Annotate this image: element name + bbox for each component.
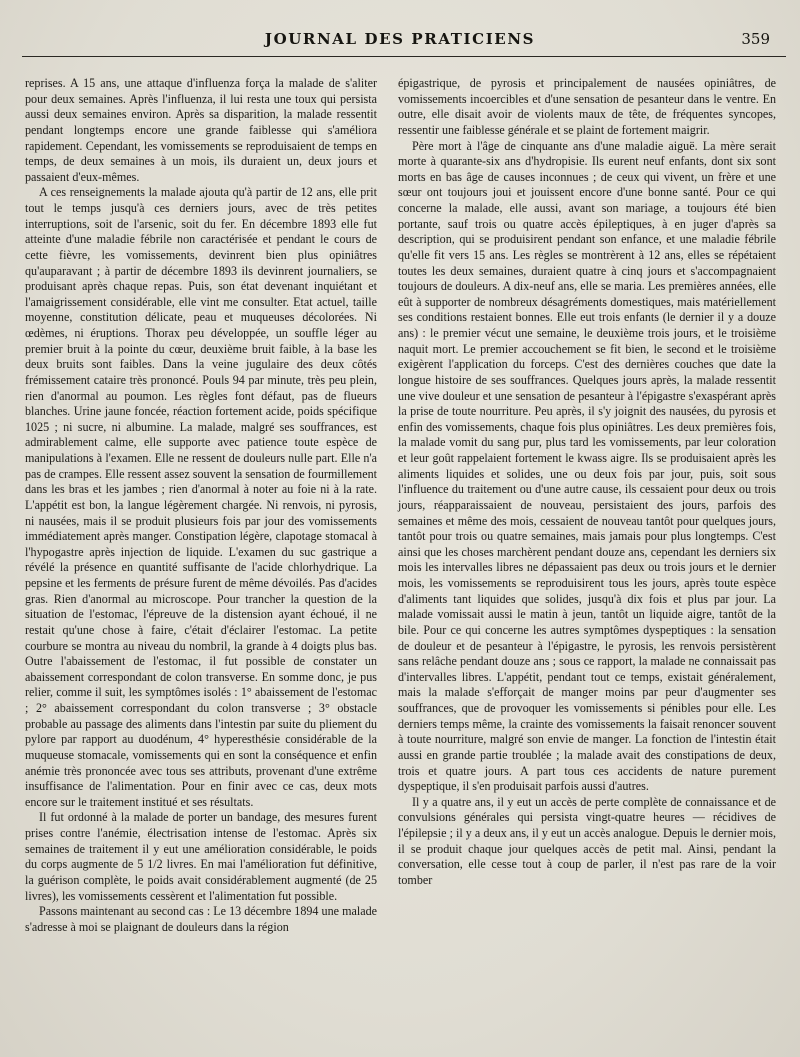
paragraph: Il y a quatre ans, il y eut un accès de perte complète de connaissance et de convulsions générales qui persista vingt-quatre heures — récidives de l'épilepsie ; il y a deux ans, il y eut un accès analogue. Depuis le dernier mois, il se produit chaque jour quelques accès de petit mal. Ainsi, pendant la conversation, elle cesse tout à coup de parler, il n'est pas rare de la voir tomber [398,794,776,887]
paragraph: reprises. A 15 ans, une attaque d'influenza força la malade de s'aliter pour deux semaines. Après l'influenza, il lui resta une toux qui persista aussi deux semaines environ. Après sa disparition, la malade ressentit pendant longtemps encore une grande faiblesse qui s'améliora rapidement. Cependant, les vomissements se reproduisaient de temps en temps, de deux semaines à un mois, ils duraient un, deux jours et passaient d'eux-mêmes. [25,76,377,184]
header-rule [22,56,786,57]
paragraph: épigastrique, de pyrosis et principalement de nausées opiniâtres, de vomissements incoercibles et d'une sensation de pesanteur dans le ventre. En outre, elle disait avoir de violents maux de tête, de fréquentes syncopes, ressentir une faiblesse générale et se plaint de fortement maigrir. [398,76,776,137]
left-column [25,76,377,935]
page-number: 359 [741,30,770,48]
journal-title: JOURNAL DES PRATICIENS [264,30,536,48]
paragraph: Père mort à l'âge de cinquante ans d'une maladie aiguë. La mère serait morte à quarante-six ans d'hydropisie. Ils eurent neuf enfants, dont six sont morts en bas âge de causes inconnues ; de ceux qui vivent, un frère et une sœur ont toujours joui et jouissent encore d'une bonne santé. Pour ce qui concerne la malade, elle aussi, avant son mariage, a toujours été bien portante, sauf trois ou quatre accès épileptiques, à en juger d'après sa description, qui se produisirent pendant son enfance, et une maladie fébrile qu'elle fit vers 15 ans. Les règles se montrèrent à 12 ans, elles se répétaient toutes les deux semaines, duraient quatre à cinq jours et s'accompagnaient toujours de douleurs. A dix-neuf ans, elle se maria. Les premières années, elle eût à supporter de nombreux désagréments domestiques, mais matériellement ses conditions restaient bonnes. Elle eut trois enfants (le dernier il y a douze ans) : le premier vécut une semaine, le deuxième trois jours, et le troisième naquit mort. Le premier accouchement se fit bien, le second et le troisième exigèrent l'application du forceps. C'est des dernières couches que date la longue histoire de ses souffrances. Quelques jours après, la malade ressentit une vive douleur et une sensation de pesanteur à l'épigastre s'exaspérant après la prise de toute nourriture. Peu après, il s'y joignit des nausées, du pyrosis et enfin des vomissements, chaque fois plus opiniâtres. Les deux premières fois, la malade vomit du sang pur, plus tard les vomissements, par leur coloration et leur goût rappelaient fortement le kwass aigre. Ils se produisaient après les aliments liquides et solides, une ou deux fois par jour, puis, soit sous l'influence du traitement ou d'une autre cause, ils cessaient pour deux ou trois jours, réapparaissaient de nouveau, persistaient des jours, parfois des semaines et même des mois, cessaient de nouveau tantôt pour quelques jours, tantôt pour trois ou quatre semaines, mais jamais pour plus longtemps. C'est ainsi que les choses marchèrent pendant douze ans, cependant les derniers six mois les intervalles libres ne dépassaient pas deux ou trois jours et le dernier mois, les vomissements se reproduisirent tous les jours, après toute espèce d'aliments tant liquides que solides, jusqu'à dix fois et plus par jour. La malade vomissait aussi le matin à jeun, tantôt un liquide aigre, tantôt de la bile. Pour ce qui concerne les autres symptômes dyspeptiques : la sensation de douleur et de pesanteur à l'épigastre, le pyrosis, les renvois persistèrent sans relâche pendant douze ans ; sous ce rapport, la malade ne connaissait pas d'intervalles libres. L'appétit, pendant tout ce temps, existait généralement, mais la malade s'efforçait de manger moins par peur d'augmenter ses souffrances, que de provoquer les vomissements si pénibles pour elle. Les derniers temps même, la crainte des vomissements la faisait renoncer souvent à toute nourriture, malgré son envie de manger. La fonction de l'intestin était aussi en grande partie troublée ; la malade avait des constipations de deux, trois et quatre jours. A part tous ces accidents de nature purement dyspeptique, il s'en produisait parfois aussi d'autres. [398,138,776,794]
paragraph: Passons maintenant au second cas : Le 13 décembre 1894 une malade s'adresse à moi se plaignant de douleurs dans la région [25,904,377,934]
right-column [398,76,776,889]
running-head [22,30,778,52]
paragraph: A ces renseignements la malade ajouta qu'à partir de 12 ans, elle prit tout le temps jusqu'à ces derniers jours, avec de très petites interruptions, soit de l'arsenic, soit du fer. En décembre 1893 elle fut atteinte d'une maladie fébrile non caractérisée et pendant le cours de cette fièvre, les vomissements, devinrent bien plus opiniâtres qu'auparavant ; à partir de décembre 1893 ils devinrent journaliers, se produisant après chaque repas. Puis, son état devenant inquiétant et l'amaigrissement considérable, elle vint me consulter. Etat actuel, taille moyenne, constitution délicate, peau et muqueuses décolorées. Ni œdèmes, ni éruptions. Thorax peu développée, un souffle léger au premier bruit à la pointe du cœur, deuxième bruit faible, à la base les deux bruits sont faibles. Dans la veine jugulaire des deux côtés frémissement cataire très prononcé. Pouls 94 par minute, très peu plein, rien d'anormal au poumon. Les règles font défaut, pas de flueurs blanches. Urine jaune foncée, réaction fortement acide, poids spécifique 1025 ; ni sucre, ni albumine. La malade, malgré ses souffrances, est admirablement calme, elle supporte avec patience toute espèce de manipulations à l'examen. Elle ne ressent de douleurs nulle part. Elle n'a pas de crampes. Elle ressent assez souvent la sensation de fourmillement dans les bras et les jambes ; rien d'anormal à noter au foie ni à la rate. L'appétit est bon, la langue légèrement chargée. Ni renvois, ni pyrosis, ni nausées, mais il se produit plusieurs fois par jour des vomissements immédiatement après manger. Constipation légère, clapotage stomacal à l'hypogastre après injection de liquide. L'examen du suc gastrique a révélé la présence en quantité suffisante de l'acide chlorhydrique. La pepsine et les ferments de présure furent de même dévoilés. Pas d'acides gras. Rien d'anormal au microscope. Pour trancher la question de la situation de l'estomac, l'épreuve de la distension ayant échoué, il ne restait qu'une chose à faire, c'était d'éclairer l'estomac. La petite courbure se montra au niveau du nombril, la grande à 4 doigts plus bas. Outre l'abaissement de l'estomac, il fut possible de constater un abaissement correspondant de colon transverse. En somme donc, je pus relier, comme il suit, les symptômes isolés : 1° abaissement de l'estomac ; 2° abaissement correspondant du colon transverse ; 3° obstacle probable au passage des aliments dans l'intestin par suite du pliement du pylore par rapport au duodénum, 4° hyperesthésie considérable de la muqueuse stomacale, vomissements qui en sont la conséquence et enfin anémie très prononcée avec tous ses attributs, provenant d'une extrême insuffisance de l'alimentation. Pour en finir avec ce cas, deux mots encore sur le traitement institué et ses résultats. [25,185,377,809]
paragraph: Il fut ordonné à la malade de porter un bandage, des mesures furent prises contre l'anémie, électrisation intense de l'estomac. Après six semaines de traitement il y eut une amélioration considérable, le poids du corps augmente de 5 1/2 livres. En mai l'amélioration fut définitive, la guérison complète, le poids avait considérablement augmenté (de 25 livres), les vomissements cessèrent et l'alimentation fut possible. [25,810,377,903]
